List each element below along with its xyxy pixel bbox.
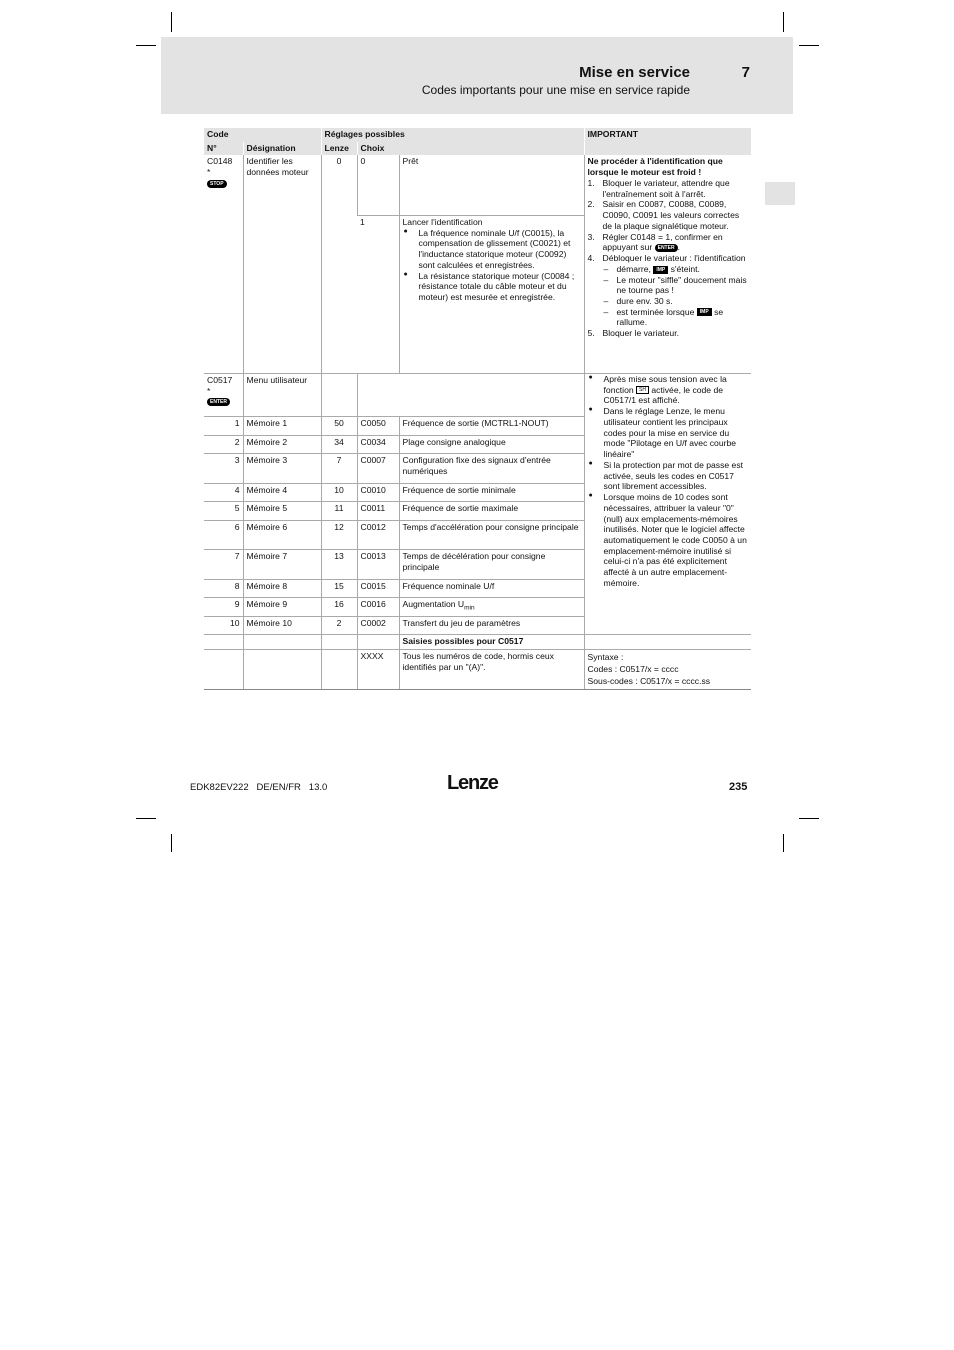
lenze-cell — [321, 373, 357, 416]
empty-cell — [243, 649, 321, 689]
chapter-number: 7 — [741, 64, 750, 81]
row-number: 4 — [204, 483, 243, 501]
row-desc: Transfert du jeu de paramètres — [399, 616, 584, 634]
shift-key-icon: SH — [636, 386, 649, 394]
choice-label: Lancer l'identification — [402, 216, 483, 227]
choice-cell — [357, 373, 584, 416]
list-item: – Le moteur "siffle" doucement mais ne tourne pas ! — [603, 275, 749, 296]
choice-bullets — [403, 228, 581, 303]
page-number: 235 — [729, 781, 748, 793]
row-number: 10 — [204, 616, 243, 634]
list-item: ● Si la protection par mot de passe est activée, seuls les codes en C0517 sont librement accessibles. — [588, 460, 749, 492]
row-lenze: 15 — [321, 579, 357, 597]
empty-cell — [243, 634, 321, 649]
header-important: IMPORTANT — [584, 128, 751, 155]
row-lenze: 11 — [321, 501, 357, 520]
imp-led-icon: IMP — [653, 266, 668, 274]
row-code: C0011 — [357, 501, 399, 520]
designation-cell: Menu utilisateur — [243, 373, 321, 416]
row-desc: Fréquence de sortie minimale — [399, 483, 584, 501]
row-lenze: 12 — [321, 520, 357, 549]
row-code: C0015 — [357, 579, 399, 597]
important-cell — [584, 373, 751, 634]
list-item: – est terminée lorsque IMP se rallume. — [603, 307, 749, 328]
list-item: 3. Régler C0148 = 1, confirmer en appuyant sur ENTER . — [587, 231, 723, 253]
syntax-subcodes: Sous-codes : C0517/x = cccc.ss — [587, 676, 711, 687]
code-star: * — [207, 385, 211, 396]
stop-key-icon: STOP — [207, 180, 227, 188]
document-reference: EDK82EV222 DE/EN/FR 13.0 — [190, 782, 328, 793]
row-code: C0010 — [357, 483, 399, 501]
table-row — [204, 373, 751, 416]
crop-mark — [136, 45, 156, 46]
table-header-row — [204, 128, 751, 142]
row-name: Mémoire 5 — [243, 501, 321, 520]
row-lenze: 7 — [321, 453, 357, 483]
list-item: ● La fréquence nominale U/f (C0015), la compensation de glissement (C0021) et l'inductance statorique moteur (C0092) sont calculées et enregistrées. — [403, 228, 581, 271]
row-desc: Fréquence nominale U/f — [399, 579, 584, 597]
empty-cell — [321, 649, 357, 689]
empty-cell — [584, 634, 751, 649]
list-item: 4. Débloquer le variateur : l'identification – démarre, IMP s'éteint. – Le moteur "siffle" doucement mais ne tourne pas ! – dure env. 30 s. – est terminée lorsque IMP se rallume. — [588, 253, 749, 328]
row-desc: Fréquence de sortie (MCTRL1-NOUT) — [399, 416, 584, 435]
empty-cell — [204, 634, 243, 649]
important-bullets — [588, 374, 749, 589]
row-lenze: 50 — [321, 416, 357, 435]
row-code: C0002 — [357, 616, 399, 634]
important-heading: Ne procéder à l'identification que lorsque le moteur est froid ! — [587, 156, 723, 178]
row-name: Mémoire 7 — [243, 549, 321, 579]
crop-mark — [783, 12, 784, 32]
row-number: 2 — [204, 435, 243, 453]
list-item: – dure env. 30 s. — [603, 296, 749, 307]
crop-mark — [171, 12, 172, 32]
row-name: Mémoire 9 — [243, 597, 321, 616]
row-lenze: 2 — [321, 616, 357, 634]
choice-value: XXXX — [357, 649, 399, 689]
code-star: * — [207, 167, 211, 178]
choice-text: Prêt — [399, 155, 584, 215]
crop-mark — [799, 45, 819, 46]
saisies-title: Saisies possibles pour C0517 — [399, 634, 584, 649]
row-number: 8 — [204, 579, 243, 597]
row-code: C0007 — [357, 453, 399, 483]
code-table — [204, 128, 751, 690]
row-desc: Plage consigne analogique — [399, 435, 584, 453]
identification-substeps — [603, 264, 749, 328]
syntax-codes: Codes : C0517/x = cccc — [587, 664, 679, 674]
imp-led-icon: IMP — [697, 308, 712, 316]
syntax-cell — [584, 649, 751, 689]
page-subtitle: Codes importants pour une mise en service rapide — [421, 83, 690, 97]
lenze-cell: 0 — [321, 155, 357, 373]
code-number: C0517 — [207, 374, 233, 385]
choice-value: 0 — [357, 155, 399, 215]
list-item: ● Lorsque moins de 10 codes sont nécessaires, attribuer la valeur "0" (null) aux emplacements-mémoires inutilisés. Noter que le logiciel affecte automatiquement le code C0050 à un emplacement-mémoire inutilisé si celui-ci n'a pas été explicitement affecté à un autre emplacement-mémoire. — [588, 492, 749, 589]
list-item: 2. Saisir en C0087, C0088, C0089, C0090, C0091 les valeurs correctes de la plaque signalétique moteur. — [587, 199, 740, 231]
row-number: 3 — [204, 453, 243, 483]
choice-text: Tous les numéros de code, hormis ceux identifiés par un "(A)". — [399, 649, 584, 689]
enter-key-icon: ENTER — [655, 244, 678, 252]
important-steps — [588, 178, 749, 339]
list-item: ● Après mise sous tension avec la fonction SH activée, le code de C0517/1 est affiché. — [588, 374, 749, 406]
list-item: ● Dans le réglage Lenze, le menu utilisateur contient les principaux codes pour la mise en service du mode "Pilotage en U/f avec courbe linéaire" — [588, 406, 749, 460]
row-desc: Augmentation $U_{min}$ — [399, 597, 584, 616]
header-choix: Choix — [357, 142, 584, 156]
row-lenze: 16 — [321, 597, 357, 616]
code-number: C0148 — [207, 156, 233, 167]
row-number: 9 — [204, 597, 243, 616]
designation-cell: Identifier les données moteur — [243, 155, 321, 373]
table-row — [204, 634, 751, 649]
row-desc: Fréquence de sortie maximale — [399, 501, 584, 520]
table-row — [204, 649, 751, 689]
chapter-tab — [765, 182, 795, 205]
empty-cell — [204, 649, 243, 689]
crop-mark — [171, 834, 172, 852]
row-name: Mémoire 2 — [243, 435, 321, 453]
code-cell — [204, 373, 243, 416]
syntax-label: Syntaxe : — [587, 651, 624, 662]
row-name: Mémoire 3 — [243, 453, 321, 483]
row-number: 7 — [204, 549, 243, 579]
row-name: Mémoire 8 — [243, 579, 321, 597]
row-number: 6 — [204, 520, 243, 549]
row-name: Mémoire 1 — [243, 416, 321, 435]
row-name: Mémoire 10 — [243, 616, 321, 634]
empty-cell — [357, 634, 399, 649]
enter-key-icon: ENTER — [207, 398, 230, 406]
row-desc: Temps d'accélération pour consigne principale — [399, 520, 584, 549]
table-row — [204, 155, 751, 215]
row-code: C0034 — [357, 435, 399, 453]
choice-value: 1 — [357, 215, 399, 373]
header-reglages: Réglages possibles — [321, 128, 584, 142]
lenze-logo: Lenze — [447, 772, 498, 794]
important-cell — [584, 155, 751, 373]
list-item: 1. Bloquer le variateur, attendre que l'entraînement soit à l'arrêt. — [587, 177, 730, 199]
header-designation: Désignation — [243, 142, 321, 156]
list-item: 5. Bloquer le variateur. — [587, 328, 679, 339]
row-code: C0013 — [357, 549, 399, 579]
header-lenze: Lenze — [321, 142, 357, 156]
choice-text — [399, 215, 584, 373]
row-desc: Configuration fixe des signaux d'entrée numériques — [399, 453, 584, 483]
row-code: C0012 — [357, 520, 399, 549]
row-desc: Temps de décélération pour consigne principale — [399, 549, 584, 579]
header-no: N° — [204, 142, 243, 156]
list-item: – démarre, IMP s'éteint. — [603, 264, 749, 275]
crop-mark — [799, 818, 819, 819]
crop-mark — [136, 818, 156, 819]
empty-cell — [321, 634, 357, 649]
row-number: 5 — [204, 501, 243, 520]
row-lenze: 10 — [321, 483, 357, 501]
row-code: C0050 — [357, 416, 399, 435]
code-cell — [204, 155, 243, 373]
page-header — [161, 37, 793, 114]
row-lenze: 13 — [321, 549, 357, 579]
row-code: C0016 — [357, 597, 399, 616]
row-number: 1 — [204, 416, 243, 435]
row-lenze: 34 — [321, 435, 357, 453]
row-name: Mémoire 4 — [243, 483, 321, 501]
header-code: Code — [204, 128, 321, 142]
crop-mark — [783, 834, 784, 852]
row-name: Mémoire 6 — [243, 520, 321, 549]
page-title: Mise en service — [579, 64, 690, 81]
list-item: ● La résistance statorique moteur (C0084 ; résistance totale du câble moteur et du moteur) est mesurée et enregistrée. — [403, 271, 581, 303]
